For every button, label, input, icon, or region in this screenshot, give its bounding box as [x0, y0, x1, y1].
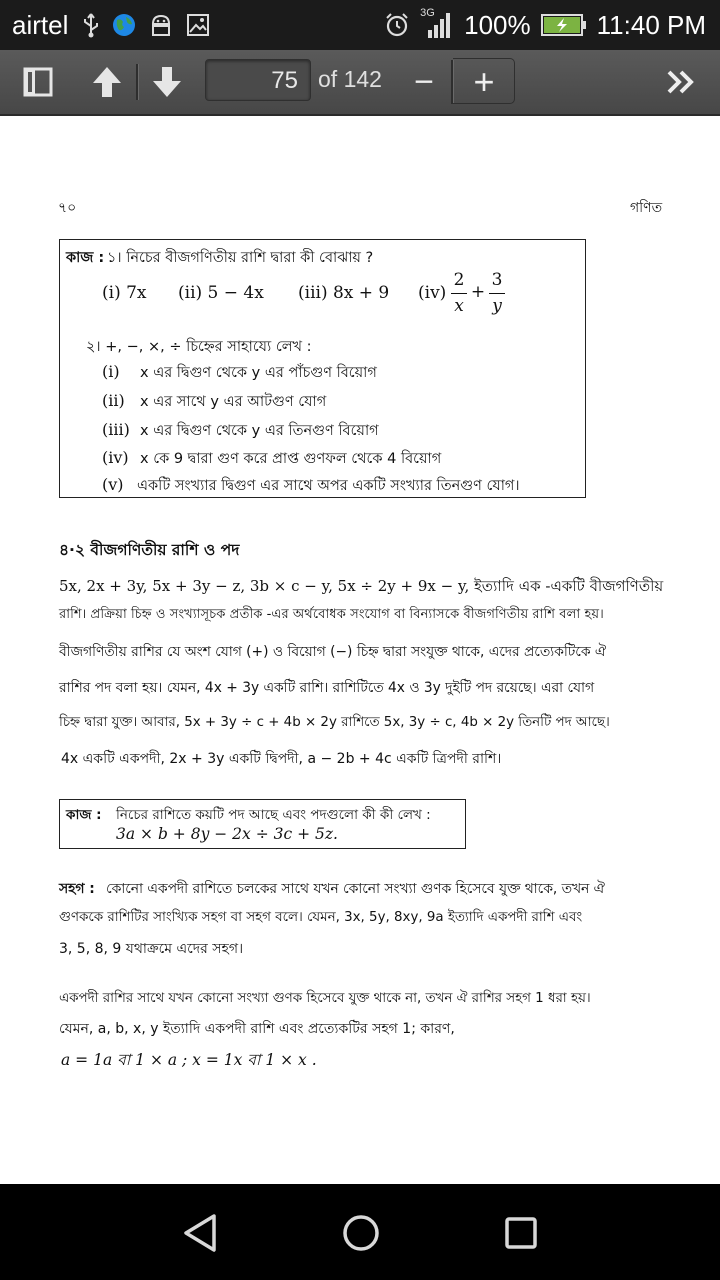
fraction-bar	[451, 293, 467, 294]
task1-item: (iii) 8x + 9	[298, 283, 390, 303]
home-button[interactable]	[336, 1208, 386, 1258]
pdf-toolbar	[0, 50, 720, 116]
battery-charging-icon	[541, 13, 587, 37]
fraction-denominator: y	[492, 296, 502, 316]
coefficient-label: সহগ :	[59, 881, 95, 897]
clock: 11:40 PM	[596, 9, 706, 40]
home-circle-icon	[336, 1208, 386, 1258]
subitem-number: (i)	[102, 362, 120, 381]
subitem-text: x এর সাথে y এর আটগুণ যোগ	[140, 394, 327, 410]
status-bar	[0, 0, 720, 50]
fraction-bar	[489, 293, 505, 294]
paragraph-line: 5x, 2x + 3y, 5x + 3y − z, 3b × c − y, 5x ÷ 2y + 9x − y, ইত্যাদি এক -একটি বীজগণিতীয়	[59, 577, 664, 595]
subitem-text: x কে 9 দ্বারা গুণ করে প্রাপ্ত গুণফল থেকে 4 বিয়োগ	[140, 451, 442, 467]
arrow-up-icon	[91, 65, 123, 99]
gallery-icon	[186, 13, 210, 37]
zoom-in-button[interactable]: +	[473, 61, 495, 102]
double-chevron-right-icon	[666, 70, 696, 94]
task1-item: (iv)	[418, 283, 447, 303]
back-button[interactable]	[176, 1208, 226, 1258]
sidebar-icon	[23, 67, 53, 97]
page-total-label: of 142	[318, 66, 382, 92]
paragraph-line: 4x একটি একপদী, 2x + 3y একটি দ্বিপদী, a − 2b + 4c একটি ত্রিপদী রাশি।	[61, 751, 502, 767]
subitem-number: (v)	[102, 475, 124, 494]
next-page-button[interactable]	[140, 55, 194, 109]
battery-percent: 100%	[464, 9, 531, 40]
task1-item: (i) 7x	[102, 283, 147, 303]
task2-expression: 3a × b + 8y − 2x ÷ 3c + 5z.	[116, 825, 338, 843]
zoom-out-button[interactable]: −	[414, 62, 434, 101]
arrow-down-icon	[151, 65, 183, 99]
paragraph-line: কোনো একপদী রাশিতে চলকের সাথে যখন কোনো সংখ্যা গুণক হিসেবে যুক্ত থাকে, তখন ঐ	[106, 881, 605, 897]
subitem-number: (iii)	[102, 420, 130, 439]
pdf-page	[0, 116, 720, 1184]
previous-page-button[interactable]	[80, 55, 134, 109]
subject-label: গণিত	[630, 200, 663, 216]
subitem-text: x এর দ্বিগুণ থেকে y এর পাঁচগুণ বিয়োগ	[140, 365, 377, 381]
subitem-text: একটি সংখ্যার দ্বিগুণ এর সাথে অপর একটি সংখ্যার তিনগুণ যোগ।	[137, 478, 520, 494]
recents-square-icon	[496, 1208, 546, 1258]
paragraph-line: বীজগণিতীয় রাশির যে অংশ যোগ (+) ও বিয়োগ (−) চিহ্ন দ্বারা সংযুক্ত থাকে, এদের প্রত্যেকটিকে ঐ	[59, 644, 606, 660]
alarm-icon	[384, 12, 410, 38]
task1-question-2: ২। +, −, ×, ÷ চিহ্নের সাহায্যে লেখ :	[86, 339, 312, 355]
section-title: ৪·২ বীজগণিতীয় রাশি ও পদ	[59, 541, 240, 559]
paragraph-line: যেমন, a, b, x, y ইত্যাদি একপদী রাশি এবং প্রত্যেকটির সহগ 1; কারণ,	[59, 1021, 455, 1037]
task1-heading: কাজ :	[66, 250, 105, 266]
task2-heading: কাজ :	[66, 807, 102, 823]
signal-icon	[420, 7, 454, 40]
paragraph-line: রাশি। প্রক্রিয়া চিহ্ন ও সংখ্যাসূচক প্রতীক -এর অর্থবোধক সংযোগ বা বিন্যাসকে বীজগণিতীয় রাশি বলা হয়।	[59, 607, 604, 622]
plus-sign: +	[470, 282, 486, 302]
fraction-numerator: 3	[491, 270, 503, 290]
globe-icon	[112, 13, 136, 37]
network-type: 3G	[420, 7, 435, 19]
task2-text: নিচের রাশিতে কয়টি পদ আছে এবং পদগুলো কী কী লেখ :	[116, 807, 431, 823]
back-triangle-icon	[176, 1208, 226, 1258]
paragraph-line: চিহ্ন দ্বারা যুক্ত। আবার, 5x + 3y ÷ c + 4b × 2y রাশিতে 5x, 3y ÷ c, 4b × 2y তিনটি পদ আছে।	[59, 715, 610, 730]
paragraph-line: 3, 5, 8, 9 যথাক্রমে এদের সহগ।	[59, 941, 244, 957]
task1-item: (ii) 5 − 4x	[178, 283, 264, 303]
usb-icon	[82, 12, 100, 38]
subitem-number: (iv)	[102, 448, 129, 467]
toolbar-divider	[136, 64, 139, 100]
sidebar-toggle-button[interactable]	[11, 55, 65, 109]
navigation-bar	[0, 1184, 720, 1280]
more-options-button[interactable]	[654, 55, 708, 109]
fraction-numerator: 2	[453, 270, 465, 290]
page-number-label: ৭০	[58, 200, 77, 216]
recents-button[interactable]	[496, 1208, 546, 1258]
task1-question-1: ১। নিচের বীজগণিতীয় রাশি দ্বারা কী বোঝায় ?	[107, 250, 374, 266]
carrier-name: airtel	[12, 9, 69, 40]
subitem-number: (ii)	[102, 391, 125, 410]
page-number-input[interactable]: 75	[205, 59, 311, 101]
fraction-denominator: x	[454, 296, 464, 316]
android-debug-icon	[148, 13, 174, 37]
paragraph-line: গুণককে রাশিটির সাংখ্যিক সহগ বা সহগ বলে। যেমন, 3x, 5y, 8xy, 9a ইত্যাদি একপদী রাশি এবং	[59, 910, 583, 925]
subitem-text: x এর দ্বিগুণ থেকে y এর তিনগুণ বিয়োগ	[140, 423, 379, 439]
paragraph-line: a = 1a বা 1 × a ; x = 1x বা 1 × x .	[61, 1051, 317, 1069]
paragraph-line: একপদী রাশির সাথে যখন কোনো সংখ্যা গুণক হিসেবে যুক্ত থাকে না, তখন ঐ রাশির সহগ 1 ধরা হয়।	[59, 991, 591, 1006]
paragraph-line: রাশির পদ বলা হয়। যেমন, 4x + 3y একটি রাশি। রাশিটিতে 4x ও 3y দুইটি পদ রয়েছে। এরা যোগ	[59, 680, 595, 696]
